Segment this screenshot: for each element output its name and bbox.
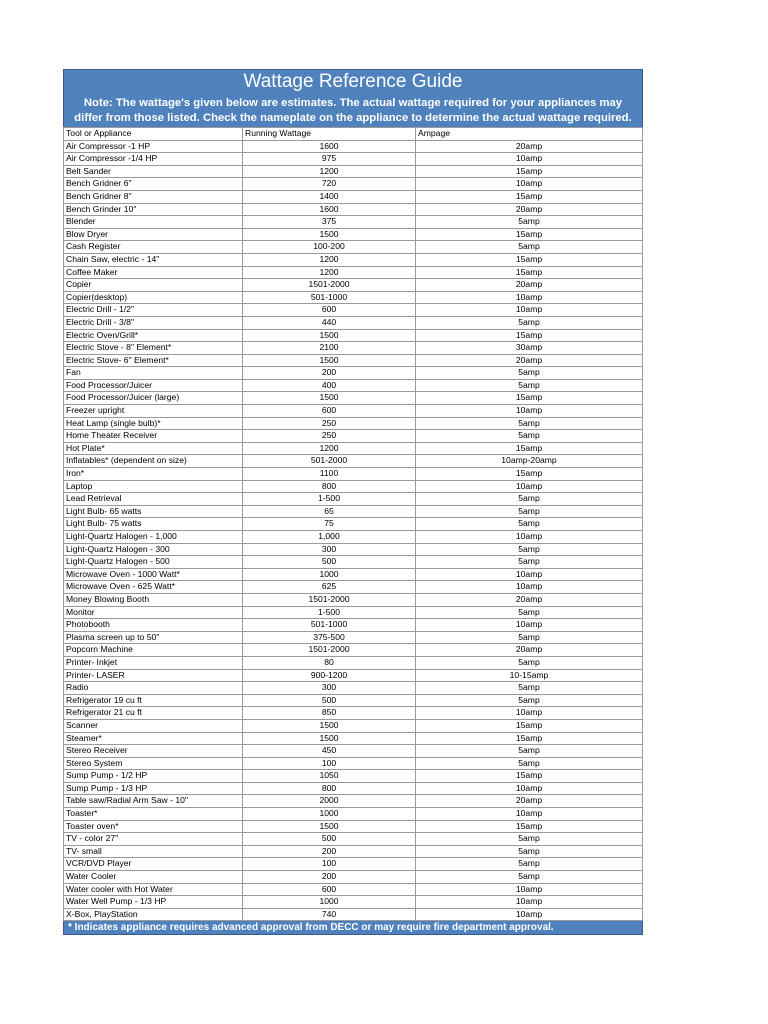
table-row <box>64 808 643 821</box>
table-row <box>64 531 643 544</box>
table-row <box>64 757 643 770</box>
cell-appliance: Photobooth <box>64 619 243 632</box>
cell-wattage: 65 <box>243 505 416 518</box>
cell-ampage: 5amp <box>416 241 643 254</box>
cell-ampage: 5amp <box>416 845 643 858</box>
cell-appliance: Lead Retrieval <box>64 493 243 506</box>
cell-ampage: 5amp <box>416 757 643 770</box>
table-row <box>64 871 643 884</box>
table-row <box>64 581 643 594</box>
cell-appliance: Belt Sander <box>64 165 243 178</box>
cell-wattage: 625 <box>243 581 416 594</box>
cell-ampage: 10amp <box>416 782 643 795</box>
cell-wattage: 501-1000 <box>243 291 416 304</box>
cell-wattage: 300 <box>243 682 416 695</box>
cell-appliance: Light-Quartz Halogen - 1,000 <box>64 531 243 544</box>
cell-ampage: 5amp <box>416 556 643 569</box>
column-header-wattage: Running Wattage <box>243 128 416 141</box>
cell-ampage: 10amp <box>416 405 643 418</box>
cell-wattage: 75 <box>243 518 416 531</box>
table-row <box>64 707 643 720</box>
cell-wattage: 1500 <box>243 329 416 342</box>
table-row <box>64 543 643 556</box>
cell-appliance: TV - color 27" <box>64 833 243 846</box>
cell-appliance: Food Processor/Juicer (large) <box>64 392 243 405</box>
cell-appliance: Coffee Maker <box>64 266 243 279</box>
cell-appliance: Laptop <box>64 480 243 493</box>
table-row <box>64 845 643 858</box>
cell-ampage: 15amp <box>416 329 643 342</box>
cell-ampage: 15amp <box>416 228 643 241</box>
cell-wattage: 400 <box>243 379 416 392</box>
table-row <box>64 556 643 569</box>
cell-wattage: 200 <box>243 845 416 858</box>
cell-wattage: 1000 <box>243 896 416 909</box>
cell-ampage: 15amp <box>416 468 643 481</box>
cell-appliance: Refrigerator 21 cu ft <box>64 707 243 720</box>
table-row <box>64 354 643 367</box>
table-row <box>64 656 643 669</box>
cell-ampage: 10amp <box>416 178 643 191</box>
header-banner <box>63 69 643 127</box>
table-row <box>64 342 643 355</box>
table-row <box>64 455 643 468</box>
cell-ampage: 10amp <box>416 568 643 581</box>
cell-wattage: 1500 <box>243 820 416 833</box>
column-header-appliance: Tool or Appliance <box>64 128 243 141</box>
table-row <box>64 216 643 229</box>
table-row <box>64 493 643 506</box>
cell-appliance: Air Compressor -1 HP <box>64 140 243 153</box>
cell-ampage: 30amp <box>416 342 643 355</box>
cell-ampage: 20amp <box>416 593 643 606</box>
cell-ampage: 5amp <box>416 430 643 443</box>
cell-wattage: 1600 <box>243 140 416 153</box>
table-row <box>64 329 643 342</box>
cell-appliance: Copier(desktop) <box>64 291 243 304</box>
wattage-reference-sheet <box>63 69 643 935</box>
cell-ampage: 5amp <box>416 656 643 669</box>
table-row <box>64 241 643 254</box>
cell-wattage: 1,000 <box>243 531 416 544</box>
table-row <box>64 178 643 191</box>
cell-ampage: 5amp <box>416 505 643 518</box>
table-row <box>64 253 643 266</box>
cell-appliance: Light Bulb- 65 watts <box>64 505 243 518</box>
table-row <box>64 619 643 632</box>
cell-wattage: 200 <box>243 367 416 380</box>
table-row <box>64 266 643 279</box>
cell-appliance: VCR/DVD Player <box>64 858 243 871</box>
cell-wattage: 500 <box>243 694 416 707</box>
cell-ampage: 5amp <box>416 518 643 531</box>
cell-wattage: 1200 <box>243 266 416 279</box>
cell-ampage: 5amp <box>416 543 643 556</box>
cell-appliance: X-Box, PlayStation <box>64 908 243 921</box>
cell-wattage: 720 <box>243 178 416 191</box>
cell-wattage: 975 <box>243 153 416 166</box>
cell-appliance: Electric Oven/Grill* <box>64 329 243 342</box>
cell-wattage: 1-500 <box>243 493 416 506</box>
table-row <box>64 568 643 581</box>
cell-ampage: 5amp <box>416 606 643 619</box>
table-row <box>64 367 643 380</box>
cell-ampage: 10amp <box>416 291 643 304</box>
cell-appliance: Stereo Receiver <box>64 745 243 758</box>
table-row <box>64 606 643 619</box>
cell-wattage: 1000 <box>243 568 416 581</box>
table-row <box>64 719 643 732</box>
cell-appliance: Blender <box>64 216 243 229</box>
cell-appliance: Sump Pump - 1/3 HP <box>64 782 243 795</box>
cell-appliance: Heat Lamp (single bulb)* <box>64 417 243 430</box>
cell-ampage: 15amp <box>416 266 643 279</box>
cell-ampage: 15amp <box>416 719 643 732</box>
cell-ampage: 20amp <box>416 795 643 808</box>
cell-ampage: 10amp <box>416 883 643 896</box>
cell-ampage: 20amp <box>416 203 643 216</box>
cell-appliance: Food Processor/Juicer <box>64 379 243 392</box>
table-row <box>64 631 643 644</box>
cell-appliance: Printer- LASER <box>64 669 243 682</box>
table-header-row <box>64 128 643 141</box>
table-row <box>64 279 643 292</box>
cell-wattage: 450 <box>243 745 416 758</box>
cell-wattage: 1500 <box>243 354 416 367</box>
cell-wattage: 850 <box>243 707 416 720</box>
cell-wattage: 1200 <box>243 442 416 455</box>
wattage-table <box>63 127 643 921</box>
cell-appliance: Toaster oven* <box>64 820 243 833</box>
cell-wattage: 1100 <box>243 468 416 481</box>
cell-ampage: 5amp <box>416 493 643 506</box>
cell-ampage: 15amp <box>416 392 643 405</box>
cell-wattage: 440 <box>243 316 416 329</box>
table-row <box>64 228 643 241</box>
cell-appliance: Money Blowing Booth <box>64 593 243 606</box>
cell-ampage: 5amp <box>416 417 643 430</box>
table-row <box>64 379 643 392</box>
cell-appliance: Air Compressor -1/4 HP <box>64 153 243 166</box>
footer-note: * Indicates appliance requires advanced approval from DECC or may require fire department approval. <box>63 921 643 935</box>
cell-wattage: 1501-2000 <box>243 279 416 292</box>
table-row <box>64 908 643 921</box>
table-row <box>64 442 643 455</box>
cell-ampage: 10amp <box>416 304 643 317</box>
cell-appliance: Plasma screen up to 50" <box>64 631 243 644</box>
cell-wattage: 250 <box>243 417 416 430</box>
cell-appliance: Water cooler with Hot Water <box>64 883 243 896</box>
table-row <box>64 190 643 203</box>
cell-ampage: 10amp-20amp <box>416 455 643 468</box>
cell-ampage: 10amp <box>416 896 643 909</box>
cell-ampage: 15amp <box>416 190 643 203</box>
page-title: Wattage Reference Guide <box>243 71 463 92</box>
cell-appliance: Hot Plate* <box>64 442 243 455</box>
table-row <box>64 782 643 795</box>
cell-ampage: 20amp <box>416 140 643 153</box>
cell-appliance: Monitor <box>64 606 243 619</box>
cell-wattage: 1500 <box>243 719 416 732</box>
cell-wattage: 1501-2000 <box>243 644 416 657</box>
cell-ampage: 5amp <box>416 379 643 392</box>
cell-wattage: 1600 <box>243 203 416 216</box>
cell-wattage: 800 <box>243 480 416 493</box>
cell-appliance: Bench Grinder 10" <box>64 203 243 216</box>
cell-appliance: Water Cooler <box>64 871 243 884</box>
table-row <box>64 518 643 531</box>
table-row <box>64 417 643 430</box>
cell-appliance: Light-Quartz Halogen - 300 <box>64 543 243 556</box>
table-row <box>64 858 643 871</box>
cell-appliance: Table saw/Radial Arm Saw - 10" <box>64 795 243 808</box>
cell-ampage: 15amp <box>416 820 643 833</box>
cell-wattage: 100-200 <box>243 241 416 254</box>
cell-appliance: Refrigerator 19 cu ft <box>64 694 243 707</box>
cell-wattage: 740 <box>243 908 416 921</box>
cell-wattage: 1050 <box>243 770 416 783</box>
cell-wattage: 600 <box>243 304 416 317</box>
cell-appliance: Sump Pump - 1/2 HP <box>64 770 243 783</box>
table-row <box>64 896 643 909</box>
cell-appliance: Popcorn Machine <box>64 644 243 657</box>
cell-wattage: 250 <box>243 430 416 443</box>
cell-ampage: 10amp <box>416 581 643 594</box>
table-row <box>64 291 643 304</box>
cell-wattage: 100 <box>243 858 416 871</box>
cell-appliance: Blow Dryer <box>64 228 243 241</box>
cell-ampage: 20amp <box>416 354 643 367</box>
cell-ampage: 5amp <box>416 858 643 871</box>
table-row <box>64 468 643 481</box>
table-row <box>64 593 643 606</box>
cell-appliance: Toaster* <box>64 808 243 821</box>
cell-appliance: Radio <box>64 682 243 695</box>
cell-appliance: Stereo System <box>64 757 243 770</box>
cell-appliance: Freezer upright <box>64 405 243 418</box>
cell-wattage: 1500 <box>243 732 416 745</box>
table-row <box>64 203 643 216</box>
table-row <box>64 316 643 329</box>
cell-appliance: Steamer* <box>64 732 243 745</box>
cell-wattage: 300 <box>243 543 416 556</box>
cell-ampage: 15amp <box>416 253 643 266</box>
cell-appliance: Scanner <box>64 719 243 732</box>
cell-ampage: 5amp <box>416 631 643 644</box>
cell-ampage: 10-15amp <box>416 669 643 682</box>
cell-ampage: 5amp <box>416 871 643 884</box>
cell-wattage: 1-500 <box>243 606 416 619</box>
cell-appliance: Light-Quartz Halogen - 500 <box>64 556 243 569</box>
cell-ampage: 10amp <box>416 619 643 632</box>
cell-wattage: 1400 <box>243 190 416 203</box>
table-row <box>64 153 643 166</box>
cell-wattage: 501-2000 <box>243 455 416 468</box>
table-row <box>64 405 643 418</box>
cell-ampage: 15amp <box>416 442 643 455</box>
cell-ampage: 5amp <box>416 694 643 707</box>
cell-appliance: Microwave Oven - 1000 Watt* <box>64 568 243 581</box>
cell-appliance: Iron* <box>64 468 243 481</box>
cell-ampage: 20amp <box>416 644 643 657</box>
table-row <box>64 644 643 657</box>
cell-ampage: 5amp <box>416 216 643 229</box>
cell-wattage: 1200 <box>243 165 416 178</box>
table-row <box>64 669 643 682</box>
cell-appliance: Bench Gridner 6" <box>64 178 243 191</box>
table-row <box>64 833 643 846</box>
cell-ampage: 10amp <box>416 531 643 544</box>
cell-wattage: 80 <box>243 656 416 669</box>
cell-ampage: 5amp <box>416 745 643 758</box>
cell-appliance: Water Well Pump - 1/3 HP <box>64 896 243 909</box>
header-note: Note: The wattage's given below are estimates. The actual wattage required for your appliances may differ from those listed. Check the nameplate on the appliance to determine the actual wattage required. <box>74 97 632 124</box>
cell-ampage: 5amp <box>416 316 643 329</box>
cell-wattage: 600 <box>243 405 416 418</box>
cell-appliance: Cash Register <box>64 241 243 254</box>
cell-ampage: 10amp <box>416 153 643 166</box>
cell-appliance: Home Theater Receiver <box>64 430 243 443</box>
cell-ampage: 5amp <box>416 367 643 380</box>
table-row <box>64 883 643 896</box>
cell-wattage: 1501-2000 <box>243 593 416 606</box>
table-row <box>64 770 643 783</box>
cell-wattage: 1200 <box>243 253 416 266</box>
table-row <box>64 304 643 317</box>
cell-appliance: Microwave Oven - 625 Watt* <box>64 581 243 594</box>
cell-appliance: Electric Drill - 1/2" <box>64 304 243 317</box>
cell-appliance: Electric Stove- 6" Element* <box>64 354 243 367</box>
cell-wattage: 100 <box>243 757 416 770</box>
cell-wattage: 600 <box>243 883 416 896</box>
table-row <box>64 430 643 443</box>
cell-appliance: Printer- Inkjet <box>64 656 243 669</box>
cell-ampage: 15amp <box>416 770 643 783</box>
table-row <box>64 140 643 153</box>
table-row <box>64 732 643 745</box>
cell-wattage: 900-1200 <box>243 669 416 682</box>
table-row <box>64 820 643 833</box>
cell-wattage: 1000 <box>243 808 416 821</box>
cell-appliance: Electric Drill - 3/8" <box>64 316 243 329</box>
cell-appliance: Bench Gridner 8" <box>64 190 243 203</box>
table-row <box>64 480 643 493</box>
cell-ampage: 10amp <box>416 707 643 720</box>
cell-wattage: 1500 <box>243 392 416 405</box>
cell-ampage: 10amp <box>416 480 643 493</box>
table-row <box>64 682 643 695</box>
cell-wattage: 375-500 <box>243 631 416 644</box>
cell-ampage: 5amp <box>416 682 643 695</box>
table-row <box>64 392 643 405</box>
cell-appliance: Light Bulb- 75 watts <box>64 518 243 531</box>
cell-wattage: 501-1000 <box>243 619 416 632</box>
cell-wattage: 500 <box>243 833 416 846</box>
column-header-ampage: Ampage <box>416 128 643 141</box>
cell-ampage: 10amp <box>416 908 643 921</box>
cell-appliance: Electric Stove - 8" Element* <box>64 342 243 355</box>
cell-wattage: 200 <box>243 871 416 884</box>
cell-wattage: 800 <box>243 782 416 795</box>
cell-appliance: Copier <box>64 279 243 292</box>
cell-wattage: 2100 <box>243 342 416 355</box>
cell-ampage: 15amp <box>416 732 643 745</box>
cell-appliance: Chain Saw, electric - 14" <box>64 253 243 266</box>
cell-ampage: 15amp <box>416 165 643 178</box>
wattage-table-body <box>64 128 643 921</box>
table-row <box>64 795 643 808</box>
cell-appliance: Inflatables* (dependent on size) <box>64 455 243 468</box>
cell-wattage: 375 <box>243 216 416 229</box>
cell-ampage: 20amp <box>416 279 643 292</box>
table-row <box>64 694 643 707</box>
table-row <box>64 745 643 758</box>
cell-ampage: 5amp <box>416 833 643 846</box>
cell-wattage: 2000 <box>243 795 416 808</box>
cell-appliance: Fan <box>64 367 243 380</box>
cell-appliance: TV- small <box>64 845 243 858</box>
cell-wattage: 500 <box>243 556 416 569</box>
cell-ampage: 10amp <box>416 808 643 821</box>
table-row <box>64 165 643 178</box>
table-row <box>64 505 643 518</box>
cell-wattage: 1500 <box>243 228 416 241</box>
